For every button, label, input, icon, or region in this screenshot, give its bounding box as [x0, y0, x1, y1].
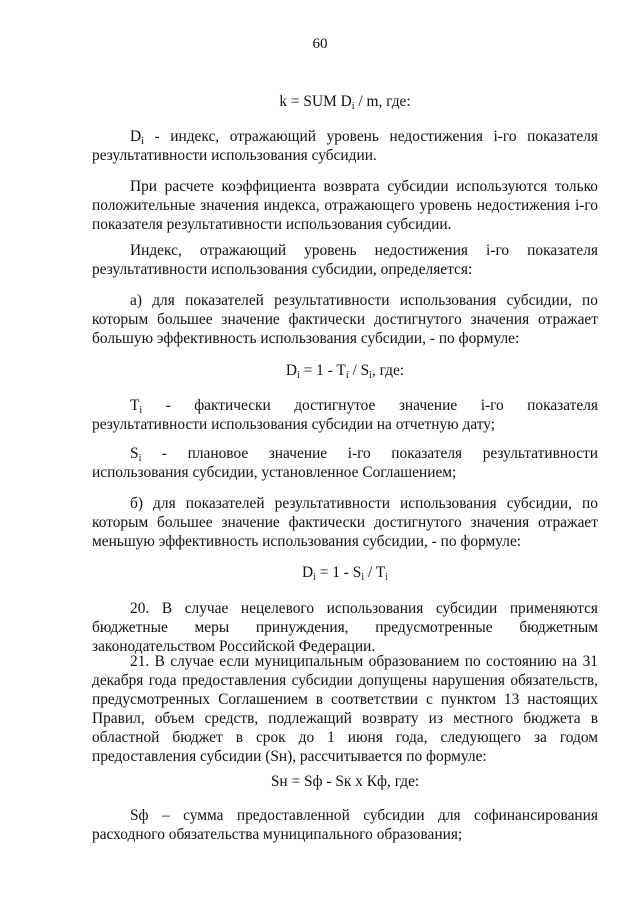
formula-b: $D_i = 1 - S_i / T_i$ — [301, 564, 389, 583]
definition-si: $S_i$ - плановое значение i-го показателя результативности использования субсидии, установленное Соглашением; — [92, 445, 598, 481]
page-number: 60 — [312, 36, 328, 52]
item-a: а) для показателей результативности использования субсидии, по которым большее значение фактически достигнутого значения отражает большую эффективность использования субсидии, - по формуле: — [92, 292, 598, 347]
paragraph-21: 21. В случае если муниципальным образованием по состоянию на 31 декабря года предоставления субсидии допущены нарушения обязательств, предусмотренных Соглашением в соответствии с пунктом 13 настоящих Правил, объем средств, подлежащий возврату из местного бюджета в областной бюджет в срок до 1 июня года, следующего за годом предоставления субсидии (Sн), рассчитывается по формуле: — [92, 653, 598, 765]
formula-a: $D_i = 1 - T_i / S_i$, где: — [285, 362, 405, 381]
definition-sf: Sф – сумма предоставленной субсидии для софинансирования расходного обязательства муниципального образования; — [92, 807, 598, 843]
formula-sn: Sн = Sф - Sк х Кф, где: — [270, 773, 420, 790]
formula-k: k = SUM $D_i$ / m, где: — [279, 93, 411, 112]
definition-di: $D_i$ - индекс, отражающий уровень недостижения i-го показателя результативности использования субсидии. — [92, 128, 598, 164]
paragraph-20: 20. В случае нецелевого использования субсидии применяются бюджетные меры принуждения, предусмотренные бюджетным законодательством Российской Федерации. — [92, 600, 598, 655]
paragraph-index-defined: Индекс, отражающий уровень недостижения i-го показателя результативности использования субсидии, определяется: — [92, 242, 598, 278]
definition-ti: $T_i$ - фактически достигнутое значение i-го показателя результативности использования субсидии на отчетную дату; — [92, 397, 598, 433]
paragraph-positive-values: При расчете коэффициента возврата субсидии используются только положительные значения индекса, отражающего уровень недостижения i-го показателя результативности использования субсидии. — [92, 178, 598, 233]
item-b: б) для показателей результативности использования субсидии, по которым большее значение фактически достигнутого значения отражает меньшую эффективность использования субсидии, - по формуле: — [92, 495, 598, 550]
